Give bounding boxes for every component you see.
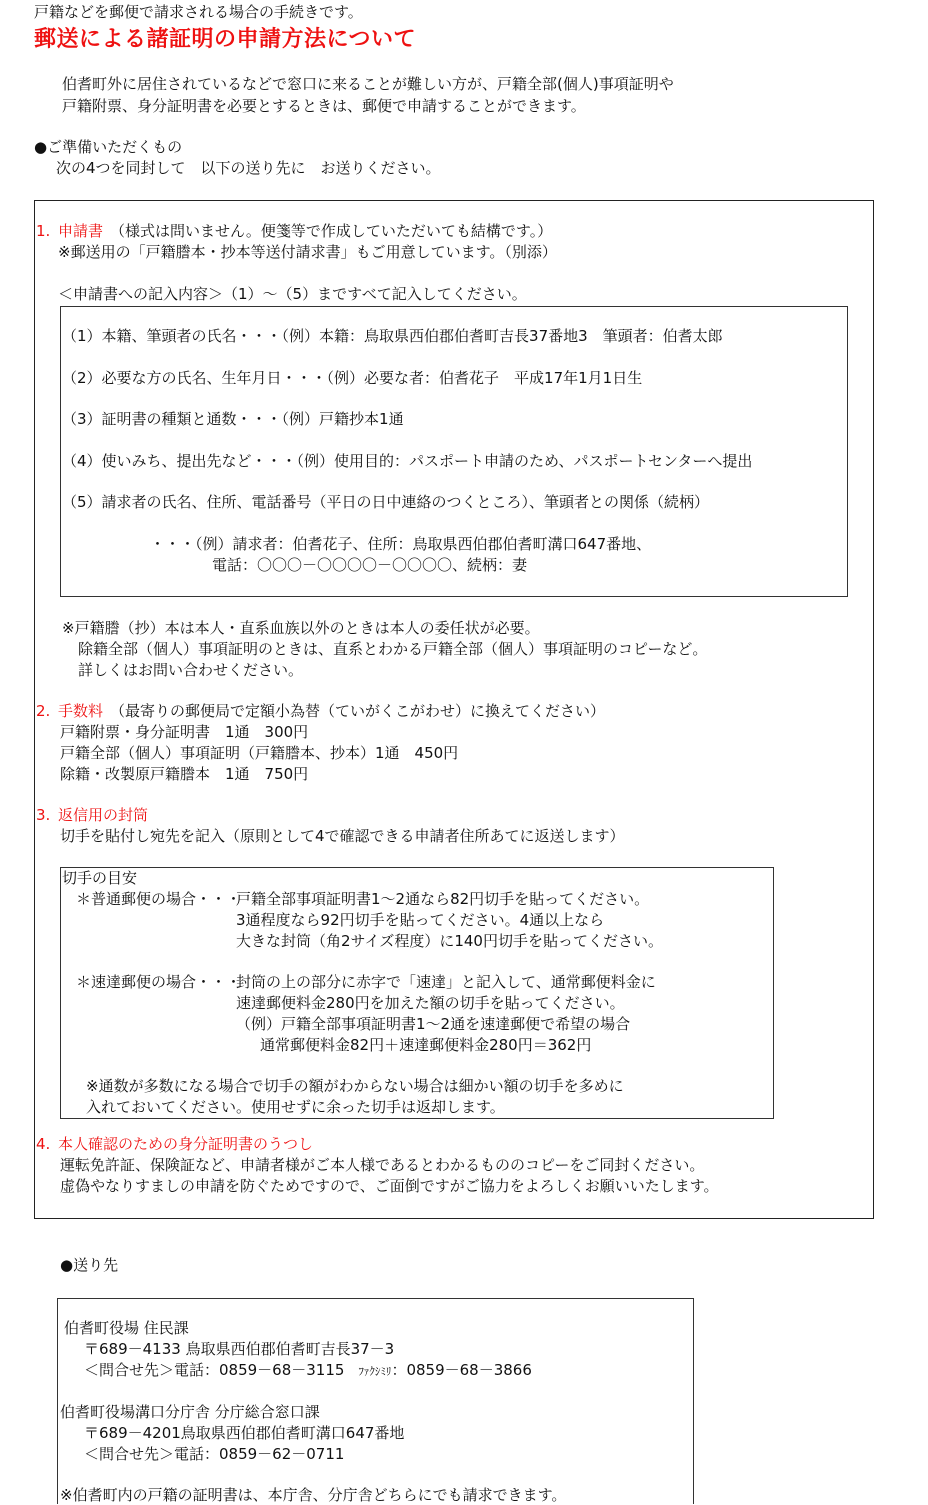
item4-title: 本人確認のための身分証明書のうつし bbox=[58, 1135, 314, 1153]
page-title: 郵送による諸証明の申請方法について bbox=[34, 27, 417, 52]
normal-mail-label: ＊普通郵便の場合・・・ bbox=[76, 890, 242, 908]
express-mail-line-3: （例）戸籍全部事項証明書1～2通を速達郵便で希望の場合 bbox=[236, 1015, 631, 1033]
item1-title-note: （様式は問いません。便箋等で作成していただいても結構です。） bbox=[110, 222, 553, 240]
office2-contact: ＜問合せ先＞電話：0859－62－0711 bbox=[84, 1445, 345, 1463]
destination-heading: ●送り先 bbox=[60, 1256, 119, 1274]
office2-address: 〒689－4201鳥取県西伯郡伯耆町溝口647番地 bbox=[84, 1424, 405, 1442]
prepare-note: 次の4つを同封して 以下の送り先に お送りください。 bbox=[56, 159, 441, 177]
item1-note-2: 除籍全部（個人）事項証明のときは、直系とわかる戸籍全部（個人）事項証明のコピーなど。 bbox=[78, 640, 708, 658]
item1-fill-heading: ＜申請書への記入内容＞（1）～（5）まですべて記入してください。 bbox=[58, 285, 527, 303]
item3-number: 3. bbox=[36, 806, 51, 824]
item2-title-note: （最寄りの郵便局で定額小為替（ていがくこがわせ）に換えてください） bbox=[110, 702, 606, 720]
stamp-guide-heading: 切手の目安 bbox=[62, 869, 138, 887]
item2-number: 2. bbox=[36, 702, 51, 720]
office1-name: 伯耆町役場 住民課 bbox=[64, 1319, 189, 1337]
office2-name: 伯耆町役場溝口分庁舎 分庁総合窓口課 bbox=[60, 1403, 320, 1421]
entry-1: （1）本籍、筆頭者の氏名・・・（例）本籍：鳥取県西伯郡伯耆町吉長37番地3 筆頭者：伯耆太郎 bbox=[62, 327, 723, 345]
office1-tel: ＜問合せ先＞電話：0859－68－3115 bbox=[84, 1361, 345, 1379]
example-line-1: ・・・（例）請求者：伯耆花子、住所：鳥取県西伯郡伯耆町溝口647番地、 bbox=[150, 535, 652, 553]
entry-5: （5）請求者の氏名、住所、電話番号（平日の日中連絡のつくところ）、筆頭者との関係（続柄） bbox=[62, 493, 710, 511]
fee-line-2: 戸籍全部（個人）事項証明（戸籍謄本、抄本）1通 450円 bbox=[60, 744, 459, 762]
example-line-2: 電話：〇〇〇－〇〇〇〇－〇〇〇〇、続柄：妻 bbox=[212, 556, 528, 574]
item4-line-1: 運転免許証、保険証など、申請者様がご本人様であるとわかるもののコピーをご同封ください。 bbox=[60, 1156, 705, 1174]
entry-4: （4）使いみち、提出先など・・・（例）使用目的：パスポート申請のため、パスポートセンターへ提出 bbox=[62, 452, 753, 470]
normal-mail-line-1: 戸籍全部事項証明書1～2通なら82円切手を貼ってください。 bbox=[236, 890, 650, 908]
item1-note-1: ※戸籍謄（抄）本は本人・直系血族以外のときは本人の委任状が必要。 bbox=[62, 619, 540, 637]
item3-title: 返信用の封筒 bbox=[58, 806, 149, 824]
prepare-heading: ●ご準備いただくもの bbox=[34, 138, 183, 156]
office1-fax-label: ﾌｧｸｼﾐﾘ bbox=[358, 1365, 392, 1378]
normal-mail-line-2: 3通程度なら92円切手を貼ってください。4通以上なら bbox=[236, 911, 605, 929]
normal-mail-line-3: 大きな封筒（角2サイズ程度）に140円切手を貼ってください。 bbox=[236, 932, 663, 950]
stamp-note-line-2: 入れておいてください。使用せずに余った切手は返却します。 bbox=[86, 1098, 505, 1116]
item1-title: 申請書 bbox=[58, 222, 104, 240]
entry-2: （2）必要な方の氏名、生年月日・・・（例）必要な者：伯耆花子 平成17年1月1日生 bbox=[62, 369, 643, 387]
item3-desc: 切手を貼付し宛先を記入（原則として4で確認できる申請者住所あてに返送します） bbox=[60, 827, 625, 845]
fee-line-1: 戸籍附票・身分証明書 1通 300円 bbox=[60, 723, 309, 741]
office1-fax-number: ：0859－68－3866 bbox=[391, 1361, 532, 1379]
item2-title: 手数料 bbox=[58, 702, 104, 720]
item4-number: 4. bbox=[36, 1135, 51, 1153]
item1-sub: ※郵送用の「戸籍謄本・抄本等送付請求書」もご用意しています。（別添） bbox=[58, 243, 557, 261]
item1-number: 1. bbox=[36, 222, 51, 240]
item1-note-3: 詳しくはお問い合わせください。 bbox=[78, 661, 304, 679]
lead-line-2: 戸籍附票、身分証明書を必要とするときは、郵便で申請することができます。 bbox=[62, 97, 586, 115]
stamp-note-line-1: ※通数が多数になる場合で切手の額がわからない場合は細かい額の切手を多めに bbox=[86, 1077, 624, 1095]
office1-contact bbox=[84, 1360, 532, 1382]
entry-3: （3）証明書の種類と通数・・・（例）戸籍抄本1通 bbox=[62, 410, 404, 428]
intro-text: 戸籍などを郵便で請求される場合の手続きです。 bbox=[34, 3, 363, 21]
item4-line-2: 虚偽やなりすましの申請を防ぐためですので、ご面倒ですがご協力をよろしくお願いいたします。 bbox=[60, 1177, 719, 1195]
express-mail-label: ＊速達郵便の場合・・・ bbox=[76, 973, 242, 991]
lead-line-1: 伯耆町外に居住されているなどで窓口に来ることが難しい方が、戸籍全部(個人)事項証明や bbox=[62, 75, 674, 93]
fee-line-3: 除籍・改製原戸籍謄本 1通 750円 bbox=[60, 765, 309, 783]
express-mail-line-2: 速達郵便料金280円を加えた額の切手を貼ってください。 bbox=[236, 994, 625, 1012]
office1-address: 〒689－4133 鳥取県西伯郡伯耆町吉長37－3 bbox=[84, 1340, 395, 1358]
express-mail-line-4: 通常郵便料金82円＋速達郵便料金280円＝362円 bbox=[260, 1036, 592, 1054]
destination-footnote: ※伯耆町内の戸籍の証明書は、本庁舎、分庁舎どちらにでも請求できます。 bbox=[60, 1486, 567, 1504]
express-mail-line-1: 封筒の上の部分に赤字で「速達」と記入して、通常郵便料金に bbox=[236, 973, 656, 991]
